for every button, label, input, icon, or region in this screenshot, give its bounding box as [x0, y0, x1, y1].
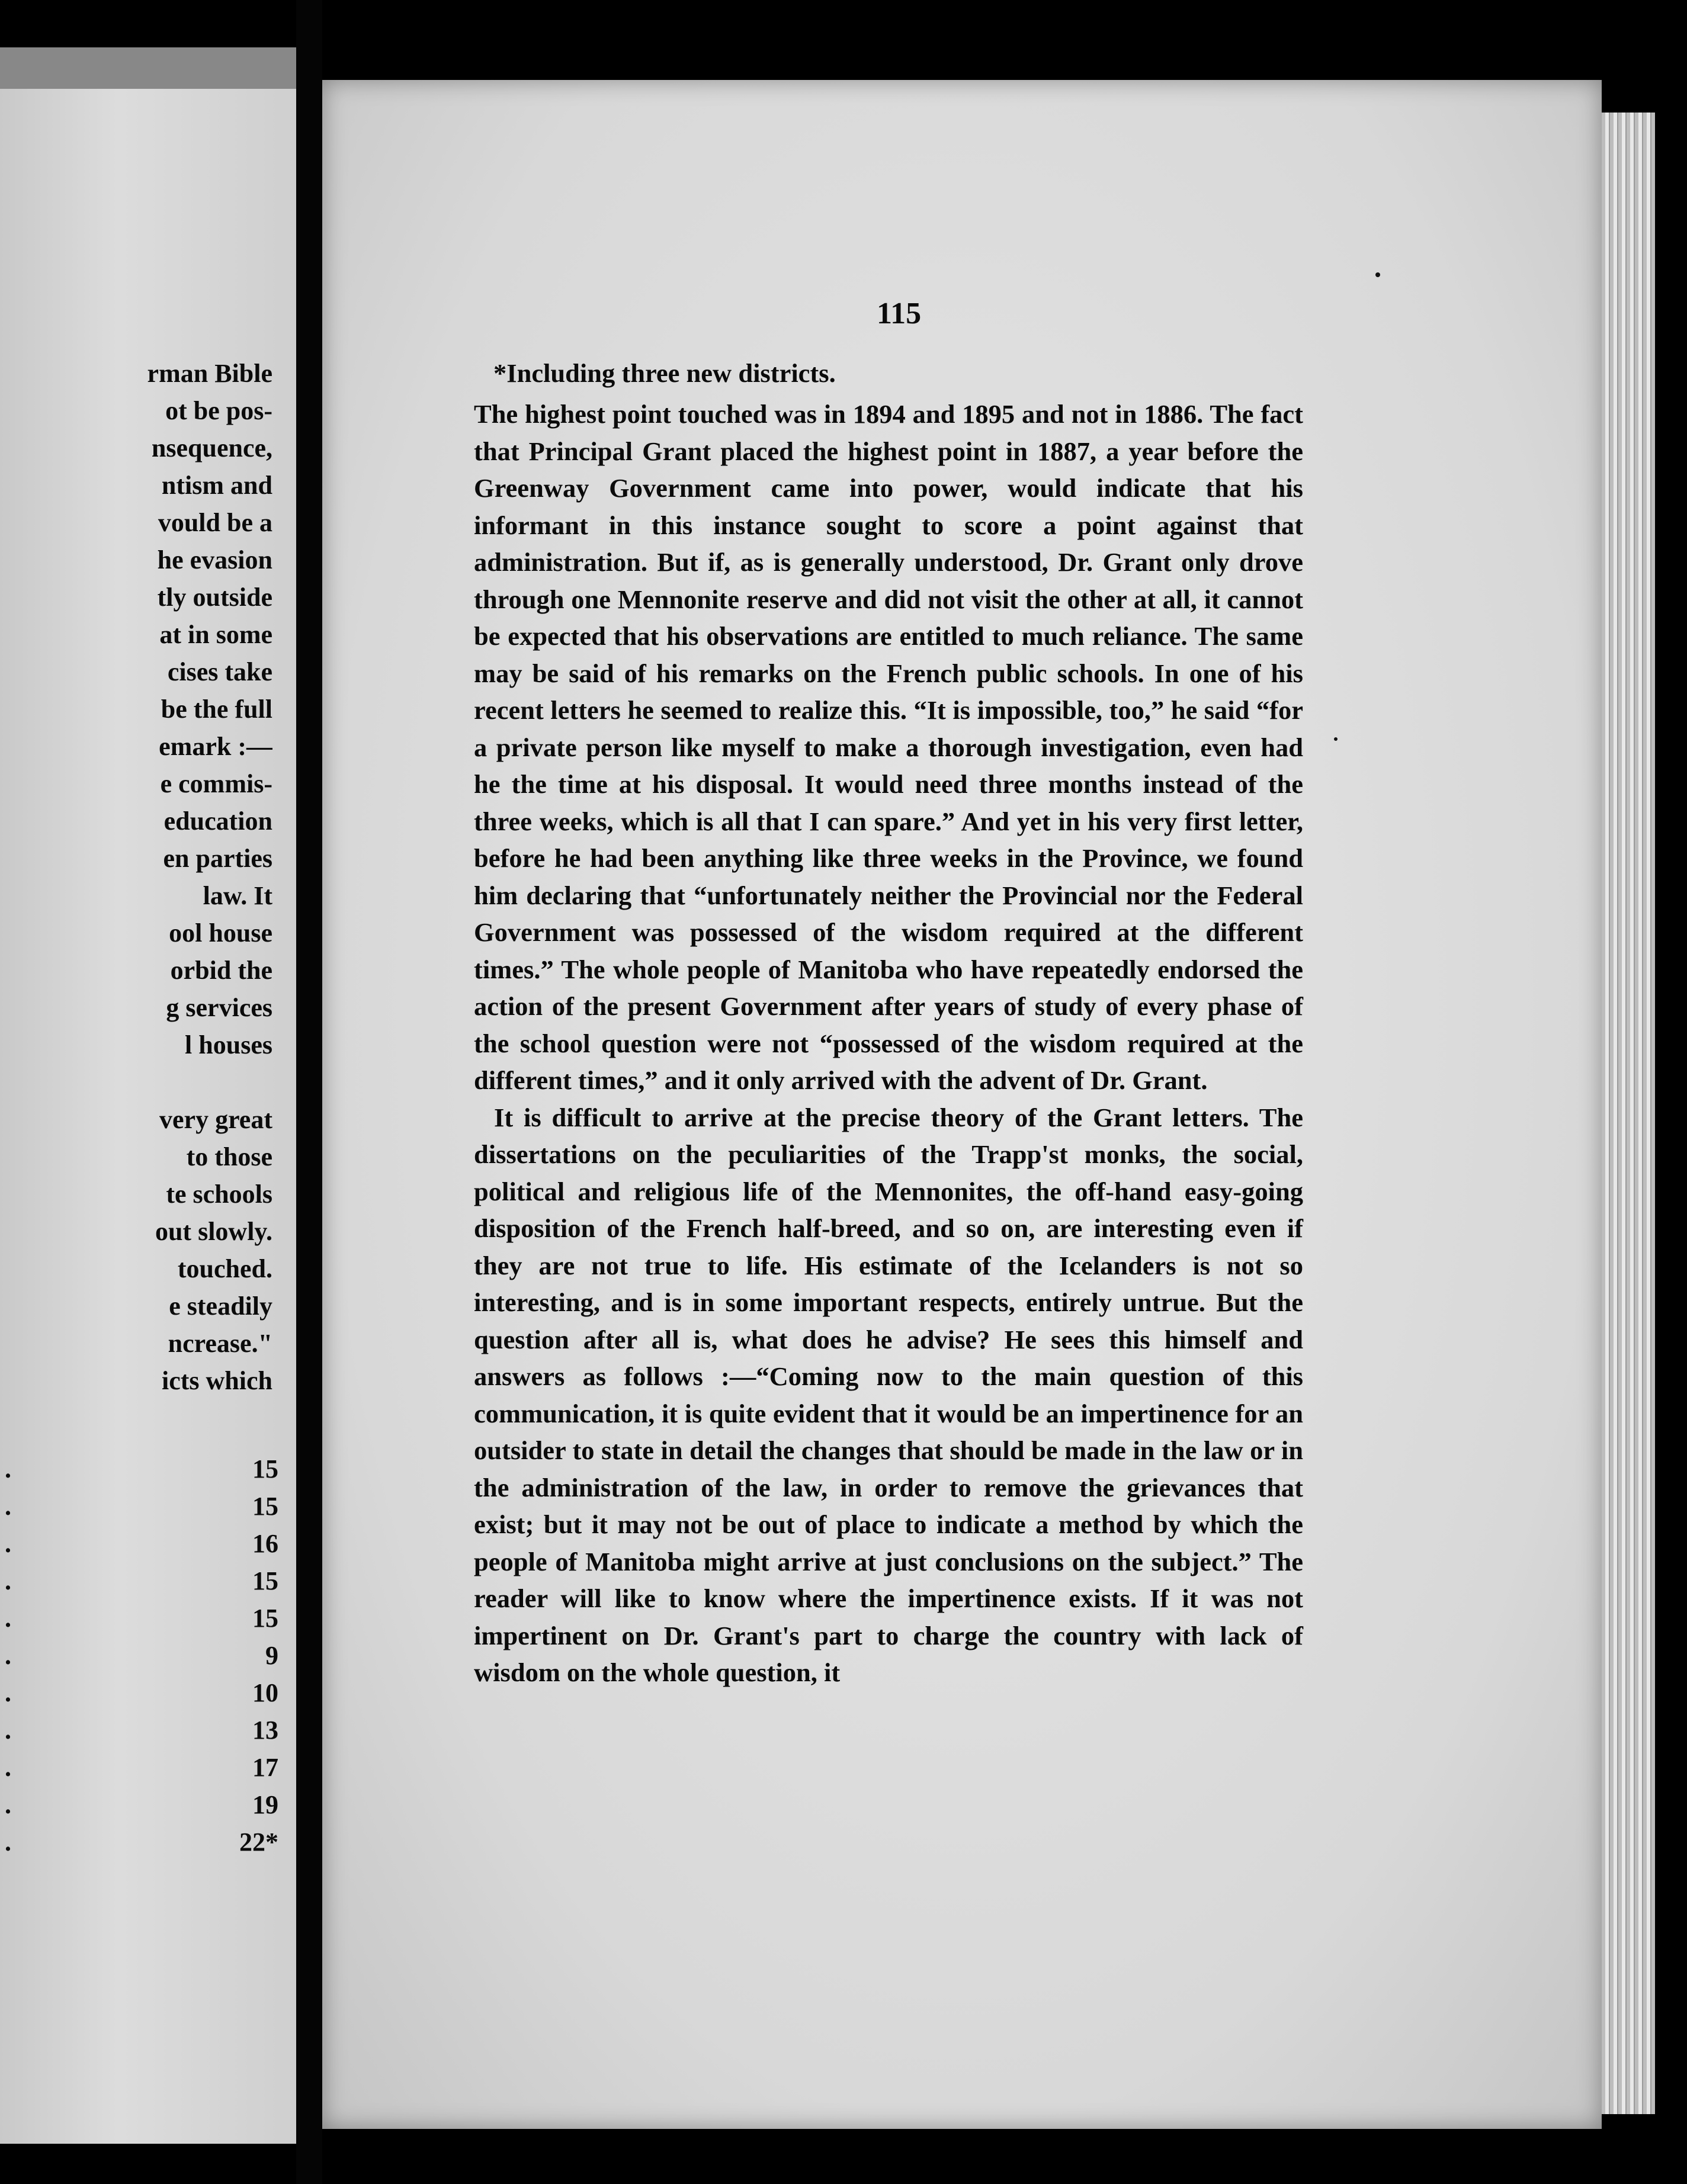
- page-number: 115: [877, 297, 922, 330]
- left-page-line: tly outside: [157, 583, 272, 612]
- left-page-line: rman Bible: [147, 359, 272, 388]
- left-page-line: education: [163, 807, 272, 836]
- district-count: 22*: [239, 1828, 278, 1857]
- left-page-line: be the full: [161, 695, 272, 724]
- district-count: 15: [252, 1492, 278, 1521]
- leader-dot: .: [5, 1604, 11, 1633]
- leader-dot: .: [5, 1454, 11, 1483]
- left-page-line: e steadily: [169, 1292, 272, 1321]
- left-page-line: touched.: [177, 1254, 272, 1283]
- district-count: 15: [252, 1604, 278, 1633]
- leader-dot: .: [5, 1828, 11, 1857]
- page-stack-edge: [1602, 113, 1655, 2114]
- district-count: 16: [252, 1529, 278, 1558]
- district-count: 13: [252, 1716, 278, 1745]
- leader-dot: .: [5, 1790, 11, 1819]
- leader-dot: .: [5, 1716, 11, 1745]
- left-page-line: nsequence,: [151, 433, 272, 463]
- district-count: 9: [265, 1641, 278, 1670]
- district-count: 19: [252, 1790, 278, 1819]
- body-text: [474, 396, 1303, 1691]
- leader-dot: .: [5, 1678, 11, 1707]
- left-page-line: l houses: [185, 1030, 272, 1059]
- leader-dot: .: [5, 1492, 11, 1521]
- left-page-line: ncrease.": [168, 1329, 272, 1358]
- left-page-line: en parties: [163, 844, 272, 873]
- left-page-line: to those: [186, 1142, 272, 1171]
- district-count: 15: [252, 1566, 278, 1595]
- paragraph-1: The highest point touched was in 1894 and 1895 and not in 1886. The fact that Principal Grant placed the highest point in 1887, a year before the Greenway Government came into power, would indicate that his informant in this instance sought to score a point against that administration. But if, as is generally understood, Dr. Grant only drove through one Mennonite reserve and did not visit the other at all, it cannot be expected that his observations are entitled to much reliance. The same may be said of his remarks on the French public schools. In one of his recent letters he seemed to realize this. “It is impossible, too,” he said “for a private person like myself to make a thorough investigation, even had he the time at his disposal. It would need three months instead of the three weeks, which is all that I can spare.” And yet in his very first letter, before he had been anything like three weeks in the Province, we found him declaring that “unfortunately neither the Provincial nor the Federal Government was possessed of the wisdom required at the different times.” The whole people of Manitoba who have repeatedly endorsed the action of the present Government after years of study of every phase of the school question were not “possessed of the wisdom required at the different times,” and it only arrived with the advent of Dr. Grant.: [474, 399, 1303, 1095]
- left-page-top-edge: [0, 47, 296, 89]
- left-page-line: orbid the: [170, 956, 272, 985]
- left-page-line: cises take: [167, 657, 272, 686]
- left-page-line: ot be pos-: [165, 396, 272, 425]
- left-page-line: g services: [166, 993, 272, 1022]
- leader-dot: .: [5, 1566, 11, 1595]
- book-gutter: [296, 0, 322, 2184]
- leader-dot: .: [5, 1529, 11, 1558]
- left-page-line: he evasion: [157, 545, 272, 574]
- district-count: 17: [252, 1753, 278, 1782]
- left-page-line: out slowly.: [155, 1217, 272, 1246]
- left-page-line: icts which: [162, 1366, 272, 1395]
- dust-speck: [1375, 272, 1380, 277]
- district-count: 10: [252, 1678, 278, 1707]
- left-page-line: ool house: [169, 918, 272, 948]
- left-page-line: at in some: [159, 620, 272, 649]
- footnote: *Including three new districts.: [493, 358, 836, 388]
- dust-speck: [1334, 737, 1338, 741]
- left-page-line: very great: [159, 1105, 272, 1134]
- leader-dot: .: [5, 1641, 11, 1670]
- left-page-line: ntism and: [161, 471, 272, 500]
- left-page-line: law. It: [203, 881, 272, 910]
- left-page-line: e commis-: [160, 769, 272, 798]
- left-page-line: emark :—: [159, 732, 272, 761]
- left-page-line: vould be a: [158, 508, 272, 537]
- paragraph-2: It is difficult to arrive at the precise theory of the Grant letters. The dissertations on the peculiarities of the Trapp'st monks, the social, political and religious life of the Mennonites, the off-hand easy-going disposition of the French half-breed, and so on, are interesting even if they are not true to life. His estimate of the Icelanders is not so interesting, and is in some important respects, entirely untrue. But the question after all is, what does he advise? He sees this himself and answers as follows :—“Coming now to the main question of this communication, it is quite evident that it would be an impertinence for an outsider to state in detail the changes that should be made in the law or in the administration of the law, in order to remove the grievances that exist; but it may not be out of place to indicate a method by which the people of Manitoba might arrive at just conclusions on the subject.” The reader will like to know where the impertinence exists. If it was not impertinent on Dr. Grant's part to charge the country with lack of wisdom on the whole question, it: [474, 1102, 1303, 1687]
- left-page-line: te schools: [166, 1180, 272, 1209]
- leader-dot: .: [5, 1753, 11, 1782]
- district-count: 15: [252, 1454, 278, 1483]
